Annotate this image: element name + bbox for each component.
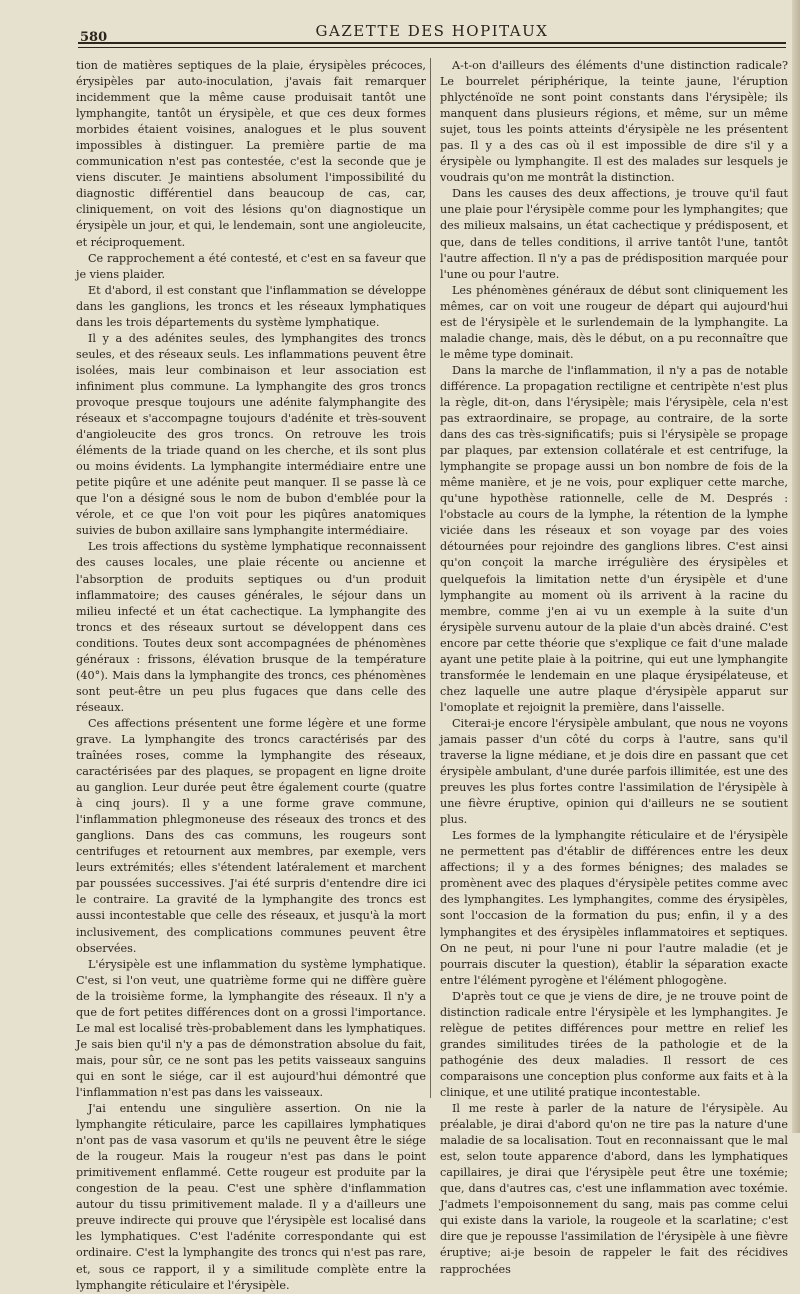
- paragraph: Citerai-je encore l'érysipèle ambulant, que nous ne voyons jamais passer d'un côté du corps à l'autre, sans qu'il traverse la ligne médiane, et je dois dire en passant que cet érysipèle ambulant, d'une durée parfois illimitée, est une des preuves les plus fortes contre l'assimilation de l'érysipèle à une fièvre éruptive, opinion qui d'ailleurs ne se soutient plus.: [440, 716, 788, 827]
- column-divider: [430, 58, 431, 1098]
- paragraph: L'érysipèle est une inflammation du système lymphatique. C'est, si l'on veut, une quatrième forme qui ne diffère guère de la troisième forme, la lymphangite des réseaux. Il n'y a que de fort petites différences dont on a grossi l'importance. Le mal est localisé très-probablement dans les lymphatiques. Je sais bien qu'il n'y a pas de démonstration absolue du fait, mais, pour sûr, ce ne sont pas les petits vaisseaux sanguins qui en sont le siége, car il est aujourd'hui démontré que l'inflammation n'est pas dans les vaisseaux.: [76, 957, 426, 1099]
- paragraph: Dans la marche de l'inflammation, il n'y a pas de notable différence. La propagation rectiligne et centripète n'est plus la règle, dit-on, dans l'érysipèle; mais l'érysipèle, cela n'est pas extraordinaire, se propage, au contraire, de la sorte dans des cas très-significatifs; puis si l'érysipèle se propage par plaques, par extension collatérale et est centrifuge, la lymphangite se propage aussi un bon nombre de fois de la même manière, et je ne vois, pour expliquer cette marche, qu'une hypothèse rationnelle, celle de M. Després : l'obstacle au cours de la lymphe, la rétention de la lymphe viciée dans les réseaux et son voyage par des voies détournées pour rejoindre des ganglions libres. C'est ainsi qu'on conçoit la marche irrégulière des érysipèles et quelquefois la limitation nette d'un érysipèle et d'une lymphangite au moment où ils arrivent à la racine du membre, comme j'en ai vu un exemple à la suite d'un érysipèle survenu autour de la plaie d'un abcès drainé. C'est encore par cette théorie que s'explique ce fait d'une malade ayant une petite plaie à la poitrine, qui eut une lymphangite transformée le lendemain en une plaque érysipélateuse, et chez laquelle une autre plaque d'érysipèle apparut sur l'omoplate et rejoignit la première, dans l'aisselle.: [440, 363, 788, 714]
- header-rule: [78, 47, 786, 48]
- journal-title: GAZETTE DES HOPITAUX: [315, 22, 549, 40]
- paragraph: Les phénomènes généraux de début sont cliniquement les mêmes, car on voit une rougeur de départ qui aujourd'hui est de l'érysipèle et le surlendemain de la lymphangite. La maladie change, mais, dès le début, on a pu reconnaître que le même type dominait.: [440, 283, 788, 361]
- left-column: [76, 58, 426, 1292]
- paragraph: Et d'abord, il est constant que l'inflammation se développe dans les ganglions, les troncs et les réseaux lymphatiques dans les trois départements du système lymphatique.: [76, 283, 426, 329]
- paragraph: Ces affections présentent une forme légère et une forme grave. La lymphangite des troncs caractérisés par des traînées roses, comme la lymphangite des réseaux, caractérisées par des plaques, se propagent en ligne droite au ganglion. Leur durée peut être également courte (quatre à cinq jours). Il y a une forme grave commune, l'inflammation phlegmoneuse des réseaux des troncs et des ganglions. Dans des cas communs, les rougeurs sont centrifuges et retournent aux membres, par exemple, vers leurs extrémités; elles s'étendent latéralement et marchent par poussées successives. J'ai été surpris d'entendre dire ici le contraire. La gravité de la lymphangite des troncs est aussi incontestable que celle des réseaux, et jusqu'à la mort inclusivement, des complications communes peuvent être observées.: [76, 716, 426, 955]
- page-number: 580: [80, 30, 108, 45]
- right-column: [440, 58, 788, 1276]
- paragraph: Il me reste à parler de la nature de l'érysipèle. Au préalable, je dirai d'abord qu'on ne tire pas la nature d'une maladie de sa localisation. Tout en reconnaissant que le mal est, selon toute apparence d'abord, dans les lymphatiques capillaires, je dirai que l'érysipèle peut être une toxémie; que, dans d'autres cas, c'est une inflammation avec toxémie. J'admets l'empoisonnement du sang, mais pas comme celui qui existe dans la variole, la rougeole et la scarlatine; c'est dire que je repousse l'assimilation de l'érysipèle à une fièvre éruptive; ai-je besoin de rappeler le fait des récidives rapprochées: [440, 1102, 788, 1276]
- paragraph: tion de matières septiques de la plaie, érysipèles précoces, érysipèles par auto-inoculation, j'avais fait remarquer incidemment que la même cause produisait tantôt une lymphangite, tantôt un érysipèle, et que ces deux formes morbides étaient voisines, analogues et le plus souvent impossibles à distinguer. La première partie de ma communication n'est pas contestée, c'est la seconde que je viens discuter. Je maintiens absolument l'impossibilité du diagnostic différentiel dans beaucoup de cas, car, cliniquement, on voit des lésions qu'on diagnostique un érysipèle un jour, et qui, le lendemain, sont une angioleucite, et réciproquement.: [76, 59, 426, 249]
- binding-edge: [792, 0, 800, 1133]
- paragraph: Les formes de la lymphangite réticulaire et de l'érysipèle ne permettent pas d'établir de différences entre les deux affections; il y a des formes bénignes; des malades se promènent avec des plaques d'érysipèle petites comme avec des lymphangites. Les lymphangites, comme des érysipèles, sont l'occasion de la formation du pus; enfin, il y a des lymphangites et des érysipèles inflammatoires et septiques. On ne peut, ni pour l'une ni pour l'autre maladie (et je pourrais discuter la question), établir la séparation exacte entre l'élément pyrogène et l'élément phlogogène.: [440, 829, 788, 987]
- paragraph: D'après tout ce que je viens de dire, je ne trouve point de distinction radicale entre l'érysipèle et les lymphangites. Je relègue de petites différences pour mettre en relief les grandes similitudes tirées de la pathologie et de la pathogénie des deux maladies. Il ressort de ces comparaisons une conception plus conforme aux faits et à la clinique, et une utilité pratique incontestable.: [440, 989, 788, 1099]
- paragraph: A-t-on d'ailleurs des éléments d'une distinction radicale? Le bourrelet périphérique, la teinte jaune, l'éruption phlycténoïde ne sont point constants dans l'érysipèle; ils manquent dans plusieurs régions, et même, sur un même sujet, tous les points atteints d'érysipèle ne les présentent pas. Il y a des cas où il est impossible de dire s'il y a érysipèle ou lymphangite. Il est des malades sur lesquels je voudrais qu'on me montrât la distinction.: [440, 59, 788, 185]
- paragraph: J'ai entendu une singulière assertion. On nie la lymphangite réticulaire, parce les capillaires lymphatiques n'ont pas de vasa vasorum et qu'ils ne peuvent être le siége de la rougeur. Mais la rougeur n'est pas dans le point primitivement enflammé. Cette rougeur est produite par la congestion de la peau. C'est une sphère d'inflammation autour du tissu primitivement malade. Il y a d'ailleurs une preuve indirecte qui prouve que l'érysipèle est localisé dans les lymphatiques. C'est l'adénite correspondante qui est ordinaire. C'est la lymphangite des troncs qui n'est pas rare, et, sous ce rapport, il y a similitude complète entre la lymphangite réticulaire et l'érysipèle.: [76, 1102, 426, 1292]
- paragraph: Il y a des adénites seules, des lymphangites des troncs seules, et des réseaux seuls. Les inflammations peuvent être isolées, mais leur combinaison et leur association est infiniment plus commune. La lymphangite des gros troncs provoque presque toujours une adénite falymphangite des réseaux et s'accompagne toujours d'adénite et très-souvent d'angioleucite des gros troncs. On retrouve les trois éléments de la triade quand on les cherche, et ils sont plus ou moins évidents. La lymphangite intermédiaire entre une petite piqûre et une adénite peut manquer. Il se passe là ce que l'on a désigné sous le nom de bubon d'emblée pour la vérole, et ce que l'on voit pour les piqûres anatomiques suivies de bubon axillaire sans lymphangite intermédiaire.: [76, 331, 426, 538]
- paragraph: Ce rapprochement a été contesté, et c'est en sa faveur que je viens plaider.: [76, 251, 426, 281]
- page-header: [78, 18, 786, 44]
- paragraph: Les trois affections du système lymphatique reconnaissent des causes locales, une plaie récente ou ancienne et l'absorption de produits septiques ou d'un produit inflammatoire; des causes générales, le séjour dans un milieu infecté et un état cachectique. La lymphangite des troncs et des réseaux surtout se développent dans ces conditions. Toutes deux sont accompagnées de phénomènes généraux : frissons, élévation brusque de la température (40°). Mais dans la lymphangite des troncs, ces phénomènes sont peut-être un peu plus fugaces que dans celle des réseaux.: [76, 540, 426, 714]
- paragraph: Dans les causes des deux affections, je trouve qu'il faut une plaie pour l'érysipèle comme pour les lymphangites; que des milieux malsains, un état cachectique y prédisposent, et que, dans de telles conditions, il arrive tantôt l'une, tantôt l'autre affection. Il n'y a pas de prédisposition marquée pour l'une ou pour l'autre.: [440, 187, 788, 281]
